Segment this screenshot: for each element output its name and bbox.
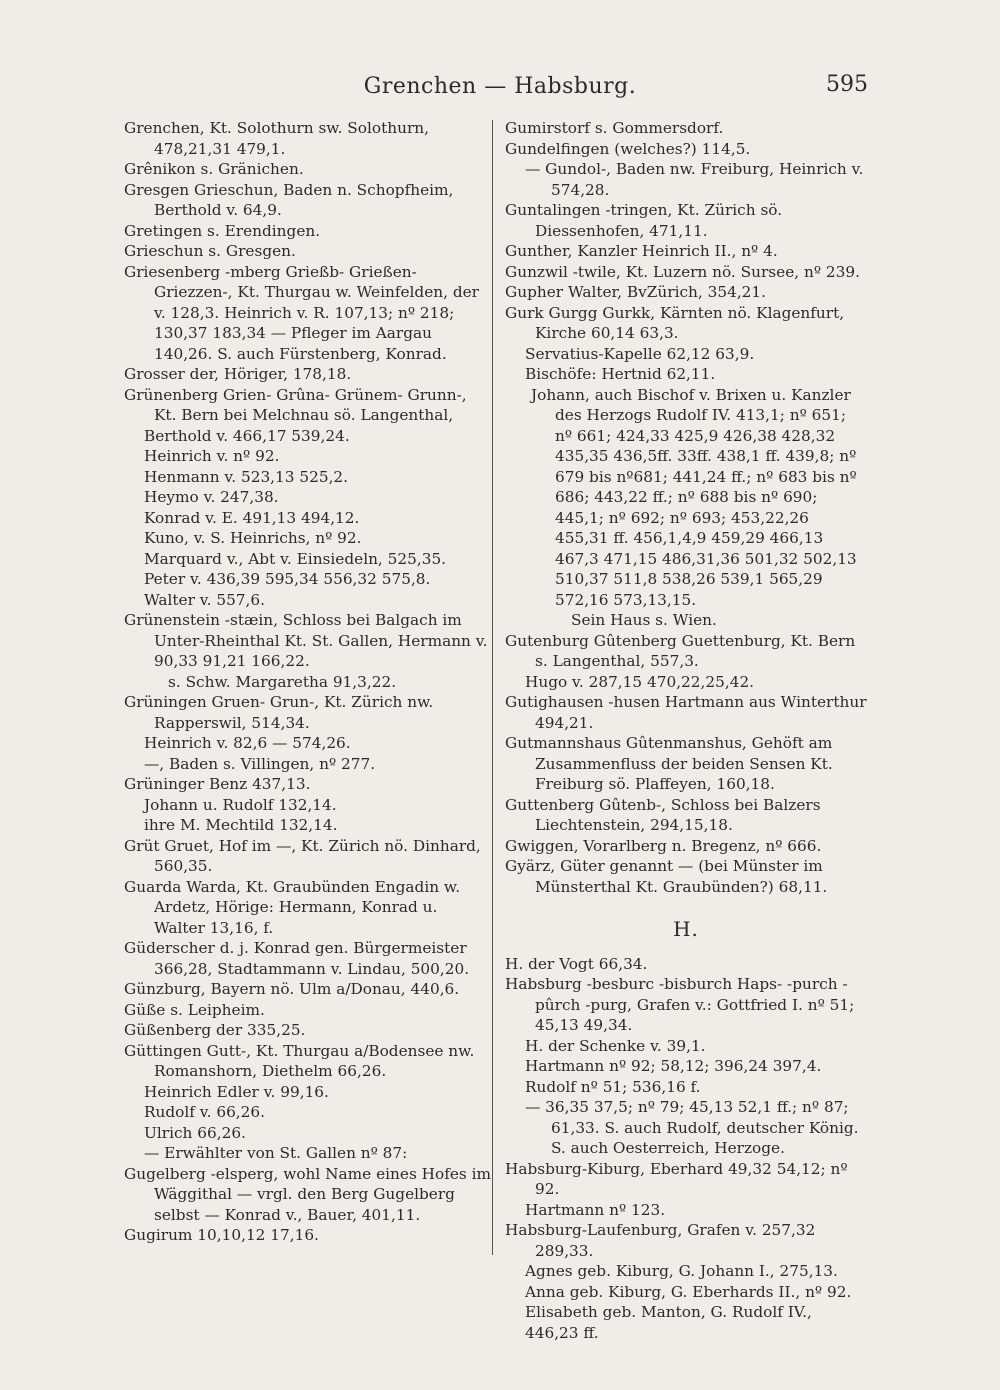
index-entry: Güße s. Leipheim.: [124, 1000, 265, 1019]
index-entry: —, Baden s. Villingen, nº 277.: [144, 754, 376, 773]
index-entry: Marquard v., Abt v. Einsiedeln, 525,35.: [144, 549, 447, 568]
index-entry: Gutenburg Gûtenberg Guettenburg, Kt. Bern s. Langenthal, 557,3.: [505, 631, 856, 670]
index-entry: Gupher Walter, BvZürich, 354,21.: [505, 283, 767, 301]
index-entry: Anna geb. Kiburg, G. Eberhards II., nº 92.: [525, 1282, 852, 1301]
index-entry: Servatius-Kapelle 62,12 63,9.: [525, 344, 755, 363]
index-entry: Grüninger Benz 437,13.: [124, 775, 311, 793]
running-header: Grenchen — Habsburg.: [363, 74, 637, 99]
index-entry: Henmann v. 523,13 525,2.: [144, 467, 349, 486]
index-entry: Rudolf nº 51; 536,16 f.: [525, 1077, 701, 1096]
index-entry: Heinrich Edler v. 99,16.: [144, 1082, 329, 1101]
page-number: 595: [826, 72, 868, 97]
index-entry: Johann u. Rudolf 132,14.: [144, 795, 337, 814]
section-heading: H.: [673, 917, 699, 941]
index-entry: Bischöfe: Hertnid 62,11.: [525, 365, 716, 383]
index-entry: Sein Haus s. Wien.: [571, 611, 717, 629]
index-entry: Gutighausen -husen Hartmann aus Winterthur 494,21.: [505, 693, 867, 732]
index-entry: Elisabeth geb. Manton, G. Rudolf IV., 446,23 ff.: [525, 1303, 812, 1342]
index-entry: Güttingen Gutt-, Kt. Thurgau a/Bodensee nw. Romanshorn, Diethelm 66,26.: [124, 1041, 475, 1080]
index-entry: ihre M. Mechtild 132,14.: [144, 816, 338, 834]
index-entry: Gumirstorf s. Gommersdorf.: [505, 119, 724, 137]
index-entry: Habsburg -besburc -bisburch Haps- -purch -pûrch -purg, Grafen v.: Gottfried I. nº 51; 45,13 49,34.: [505, 975, 855, 1034]
index-entry: Hugo v. 287,15 470,22,25,42.: [525, 672, 755, 691]
index-entry: Güderscher d. j. Konrad gen. Bürgermeister 366,28, Stadtammann v. Lindau, 500,20.: [124, 939, 470, 978]
index-entry: Berthold v. 466,17 539,24.: [144, 426, 350, 445]
right-column: [505, 118, 867, 1343]
index-entry: Konrad v. E. 491,13 494,12.: [144, 508, 360, 527]
index-entry: Guntalingen -tringen, Kt. Zürich sö. Diessenhofen, 471,11.: [505, 201, 783, 240]
index-entry: Ulrich 66,26.: [144, 1123, 246, 1142]
index-entry: Grünenberg Grien- Grûna- Grünem- Grunn-, Kt. Bern bei Melchnau sö. Langenthal,: [124, 385, 467, 424]
index-entry: Grieschun s. Gresgen.: [124, 242, 296, 260]
index-entry: Heymo v. 247,38.: [144, 488, 279, 506]
index-entry: Griesenberg -mberg Grießb- Grießen- Griezzen-, Kt. Thurgau w. Weinfelden, der v. 128,3. Heinrich v. R. 107,13; nº 218; 130,37 183,34 — Pfleger im Aargau 140,26. S. auch Fürstenberg, Konrad.: [124, 262, 479, 363]
index-entry: Gugelberg -elsperg, wohl Name eines Hofes im Wäggithal — vrgl. den Berg Gugelberg selbst — Konrad v., Bauer, 401,11.: [124, 1164, 492, 1224]
index-entry: Peter v. 436,39 595,34 556,32 575,8.: [144, 570, 431, 588]
index-entry: Grosser der, Höriger, 178,18.: [124, 365, 352, 383]
index-entry: H. der Vogt 66,34.: [505, 954, 648, 973]
index-entry: Grênikon s. Gränichen.: [124, 160, 304, 178]
index-entry: Guarda Warda, Kt. Graubünden Engadin w. Ardetz, Hörige: Hermann, Konrad u. Walter 13,16, f.: [124, 877, 461, 937]
index-entry: Gurk Gurgg Gurkk, Kärnten nö. Klagenfurt, Kirche 60,14 63,3.: [505, 303, 845, 342]
index-entry: Grüt Gruet, Hof im —, Kt. Zürich nö. Dinhard, 560,35.: [124, 836, 481, 875]
index-entry: Güßenberg der 335,25.: [124, 1021, 306, 1039]
column-divider: [492, 120, 493, 1255]
index-entry: Habsburg-Laufenburg, Grafen v. 257,32 289,33.: [505, 1221, 816, 1260]
index-entry: Gwiggen, Vorarlberg n. Bregenz, nº 666.: [505, 836, 822, 855]
index-entry: Grünenstein -stæin, Schloss bei Balgach im Unter-Rheinthal Kt. St. Gallen, Hermann v. 90,33 91,21 166,22.: [124, 611, 488, 670]
index-entry: Hartmann nº 123.: [525, 1200, 666, 1219]
index-entry: Günzburg, Bayern nö. Ulm a/Donau, 440,6.: [124, 980, 460, 998]
index-entry: s. Schw. Margaretha 91,3,22.: [168, 672, 397, 691]
index-entry: Gutmannshaus Gûtenmanshus, Gehöft am Zusammenfluss der beiden Sensen Kt. Freiburg sö. Plaffeyen, 160,18.: [505, 734, 833, 793]
left-column: [124, 118, 492, 1246]
index-entry: Gyärz, Güter genannt — (bei Münster im Münsterthal Kt. Graubünden?) 68,11.: [505, 857, 828, 896]
right-column-g-entries: [505, 118, 867, 897]
index-entry: Grenchen, Kt. Solothurn sw. Solothurn, 478,21,31 479,1.: [124, 119, 429, 158]
right-column-h-entries: [505, 954, 867, 1344]
index-entry: — 36,35 37,5; nº 79; 45,13 52,1 ff.; nº 87; 61,33. S. auch Rudolf, deutscher König. S. auch Oesterreich, Herzoge.: [525, 1098, 859, 1157]
index-entry: Walter v. 557,6.: [144, 590, 265, 609]
index-entry: Gunther, Kanzler Heinrich II., nº 4.: [505, 242, 778, 260]
index-entry: Gretingen s. Erendingen.: [124, 221, 321, 240]
index-entry: Gundelfingen (welches?) 114,5.: [505, 139, 751, 158]
index-entry: Johann, auch Bischof v. Brixen u. Kanzler des Herzogs Rudolf IV. 413,1; nº 651; nº 661; 424,33 425,9 426,38 428,32 435,35 436,5ff. 33ff. 438,1 ff. 439,8; nº 679 bis nº681; 441,24 ff.; nº 683 bis nº 686; 443,22 ff.; nº 688 bis nº 690; 445,1; nº 692; nº 693; 453,22,26 455,31 ff. 456,1,4,9 459,29 466,13 467,3 471,15 486,31,36 501,32 502,13 510,37 511,8 538,26 539,1 565,29 572,16 573,13,15.: [531, 385, 857, 609]
index-entry: Grüningen Gruen- Grun-, Kt. Zürich nw. Rapperswil, 514,34.: [124, 693, 434, 732]
index-entry: Kuno, v. S. Heinrichs, nº 92.: [144, 529, 362, 547]
index-entry: Gugirum 10,10,12 17,16.: [124, 1226, 319, 1244]
index-entry: — Erwählter von St. Gallen nº 87:: [144, 1144, 408, 1162]
index-entry: Habsburg-Kiburg, Eberhard 49,32 54,12; nº 92.: [505, 1159, 848, 1198]
index-entry: Gresgen Grieschun, Baden n. Schopfheim, Berthold v. 64,9.: [124, 180, 454, 219]
index-entry: — Gundol-, Baden nw. Freiburg, Heinrich v. 574,28.: [525, 160, 864, 199]
index-entry: Agnes geb. Kiburg, G. Johann I., 275,13.: [525, 1262, 838, 1280]
index-entry: Rudolf v. 66,26.: [144, 1103, 265, 1121]
index-entry: Hartmann nº 92; 58,12; 396,24 397,4.: [525, 1057, 822, 1075]
index-entry: Guttenberg Gûtenb-, Schloss bei Balzers Liechtenstein, 294,15,18.: [505, 795, 821, 834]
index-entry: H. der Schenke v. 39,1.: [525, 1036, 706, 1055]
index-entry: Heinrich v. nº 92.: [144, 447, 280, 465]
index-entry: Heinrich v. 82,6 — 574,26.: [144, 734, 351, 752]
index-entry: Gunzwil -twile, Kt. Luzern nö. Sursee, nº 239.: [505, 262, 860, 281]
